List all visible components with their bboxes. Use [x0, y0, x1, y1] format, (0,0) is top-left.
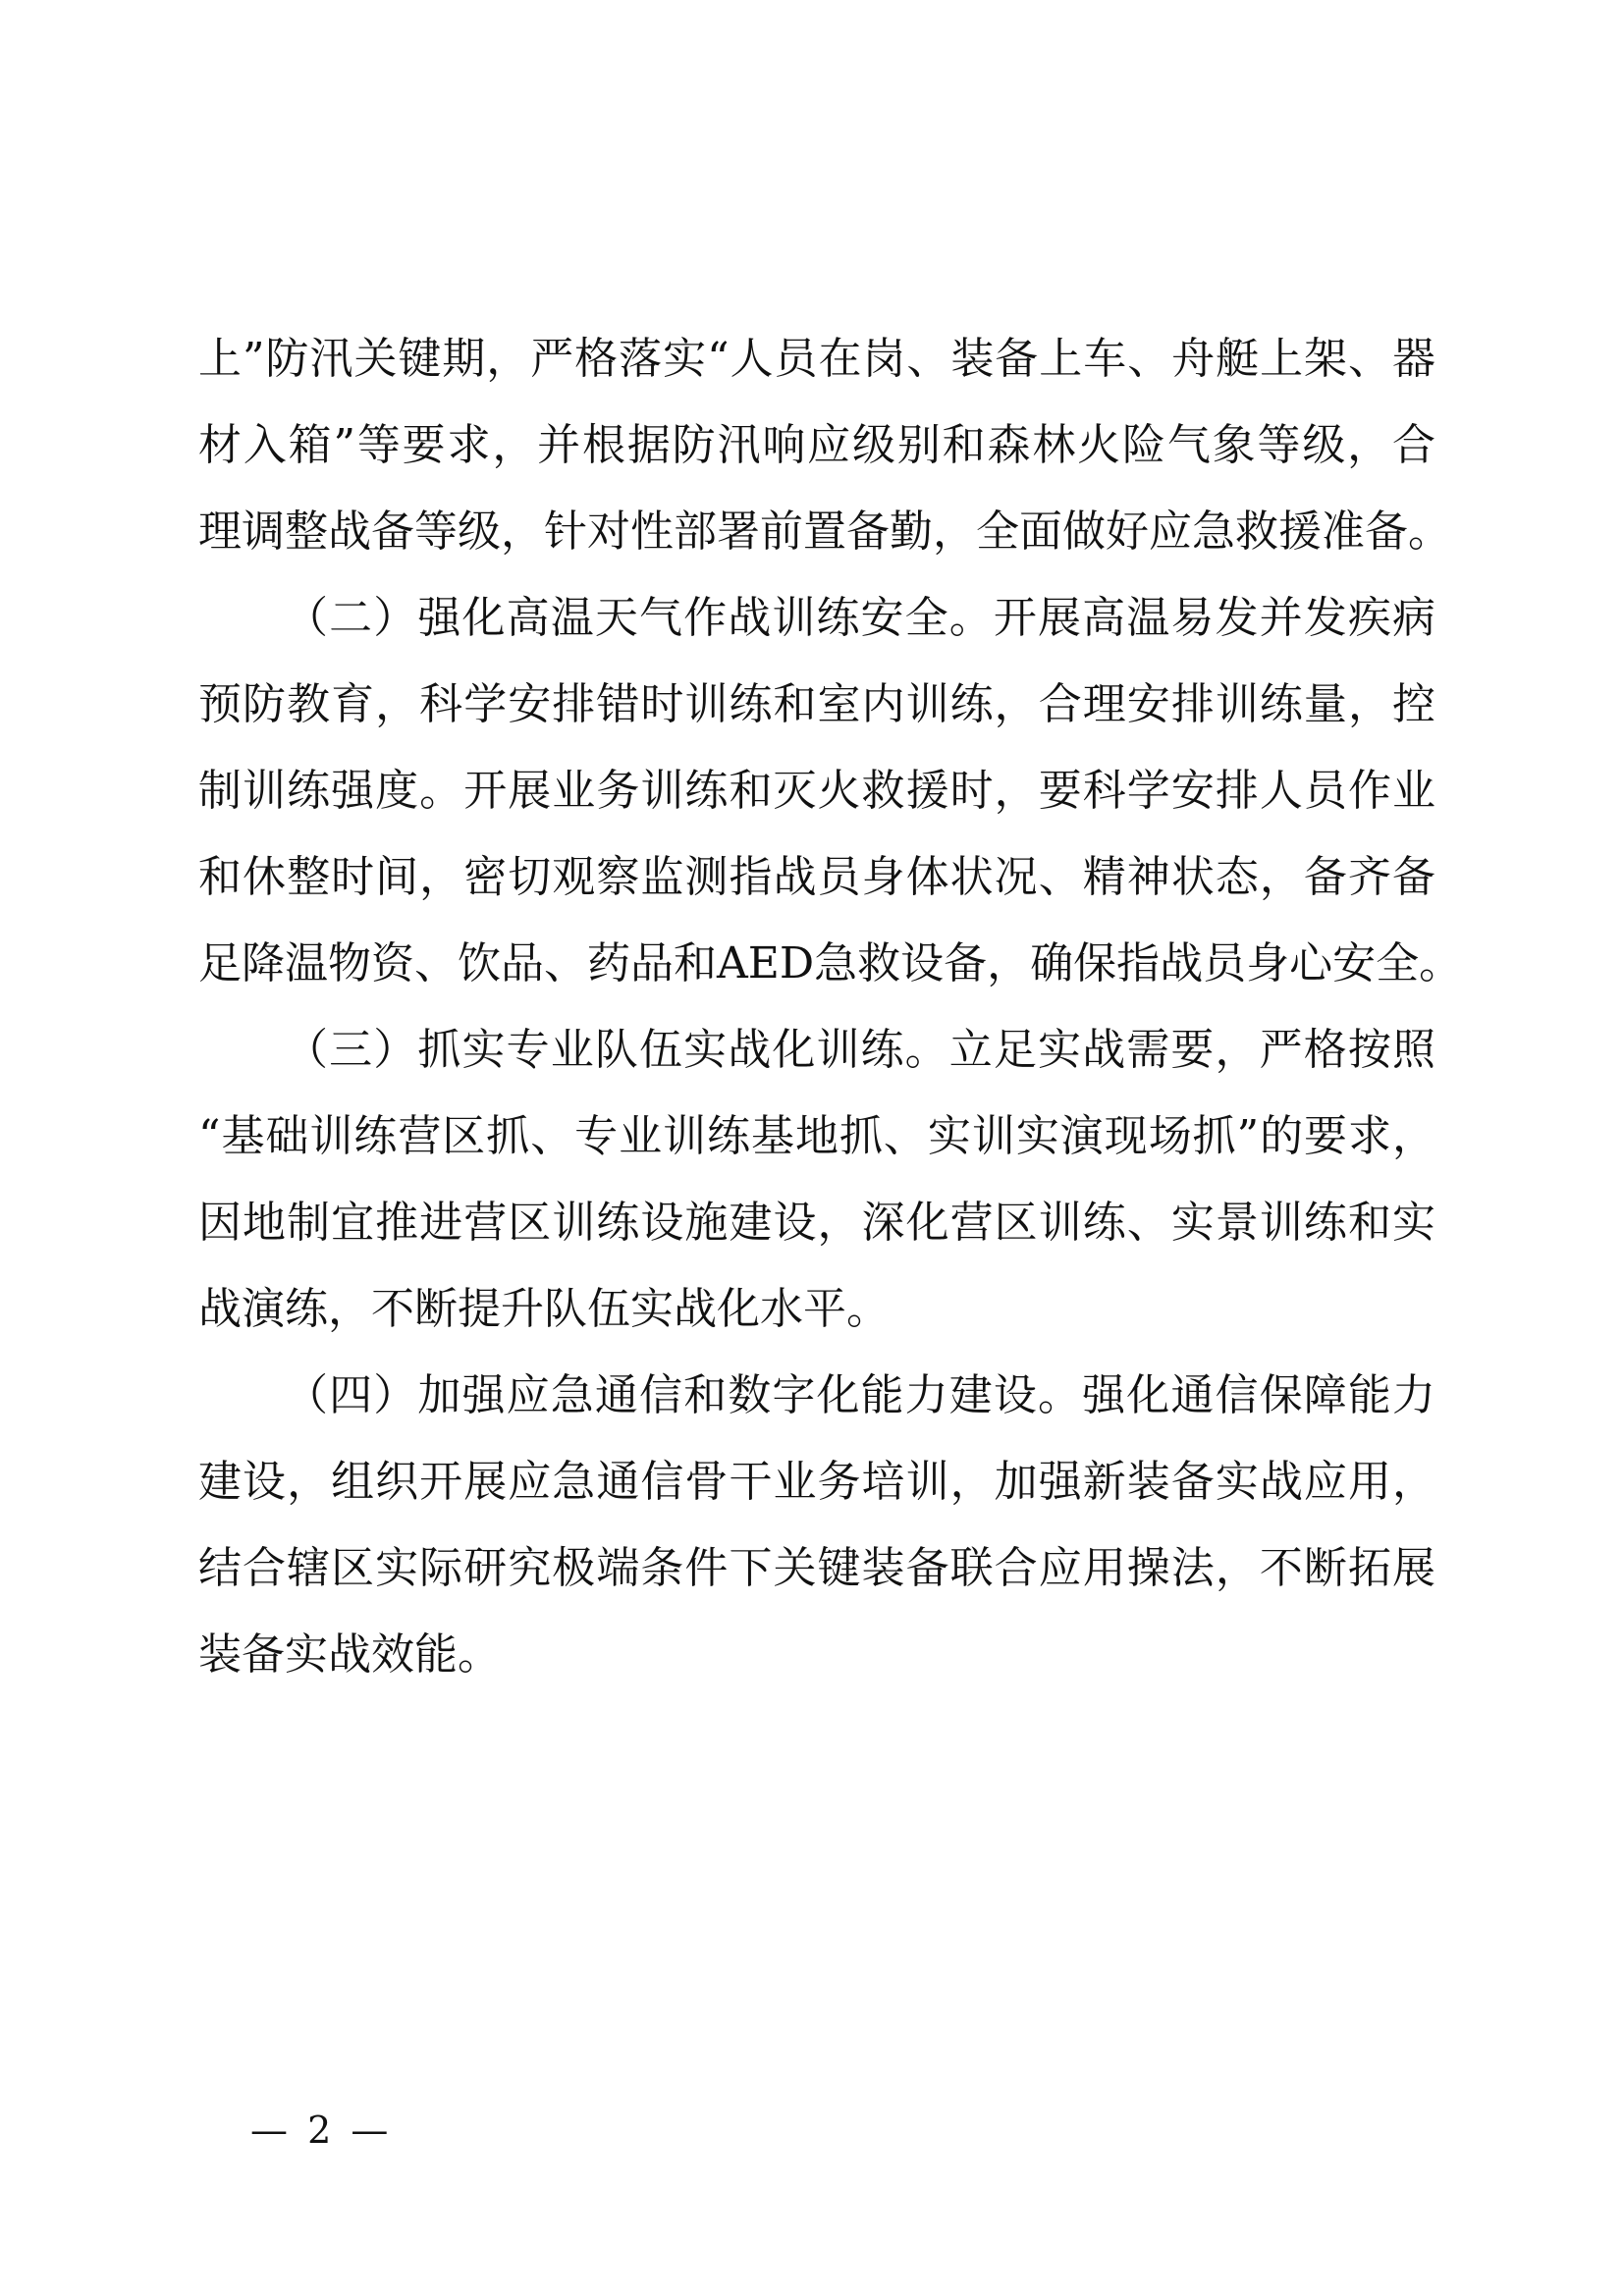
paragraph-line: 装备实战效能。 — [198, 1629, 501, 1680]
paragraph-line: 材入箱”等要求，并根据防汛响应级别和森林火险气象等级，合 — [198, 420, 1435, 470]
paragraph-line: （四）加强应急通信和数字化能力建设。强化通信保障能力 — [285, 1370, 1435, 1420]
paragraph-4 — [198, 1353, 1435, 1698]
document-body — [198, 316, 1463, 1698]
paragraph-line: 理调整战备等级，针对性部署前置备勤，全面做好应急救援准备。 — [198, 507, 1451, 557]
paragraph-line: 预防教育，科学安排错时训练和室内训练，合理安排训练量，控 — [198, 679, 1435, 729]
paragraph-line: （二）强化高温天气作战训练安全。开展高温易发并发疾病 — [285, 593, 1435, 643]
paragraph-line: 和休整时间，密切观察监测指战员身体状况、精神状态，备齐备 — [198, 852, 1435, 902]
paragraph-line: 战演练，不断提升队伍实战化水平。 — [198, 1284, 890, 1334]
paragraph-1 — [198, 316, 1451, 575]
paragraph-line: 结合辖区实际研究极端条件下关键装备联合应用操法，不断拓展 — [198, 1543, 1435, 1593]
paragraph-line: 上”防汛关键期，严格落实“人员在岗、装备上车、舟艇上架、器 — [198, 334, 1435, 384]
paragraph-3 — [198, 1007, 1435, 1353]
paragraph-line: （三）抓实专业队伍实战化训练。立足实战需要，严格按照 — [285, 1025, 1435, 1075]
paragraph-line: 制训练强度。开展业务训练和灭火救援时，要科学安排人员作业 — [198, 766, 1435, 816]
paragraph-line: 因地制宜推进营区训练设施建设，深化营区训练、实景训练和实 — [198, 1198, 1435, 1248]
paragraph-2 — [198, 575, 1463, 1007]
paragraph-line: 足降温物资、饮品、药品和AED急救设备，确保指战员身心安全。 — [198, 938, 1463, 988]
page-number: — 2 — — [250, 2109, 393, 2152]
paragraph-line: 建设，组织开展应急通信骨干业务培训，加强新装备实战应用， — [198, 1457, 1435, 1507]
paragraph-line: “基础训练营区抓、专业训练基地抓、实训实演现场抓”的要求， — [198, 1111, 1435, 1161]
